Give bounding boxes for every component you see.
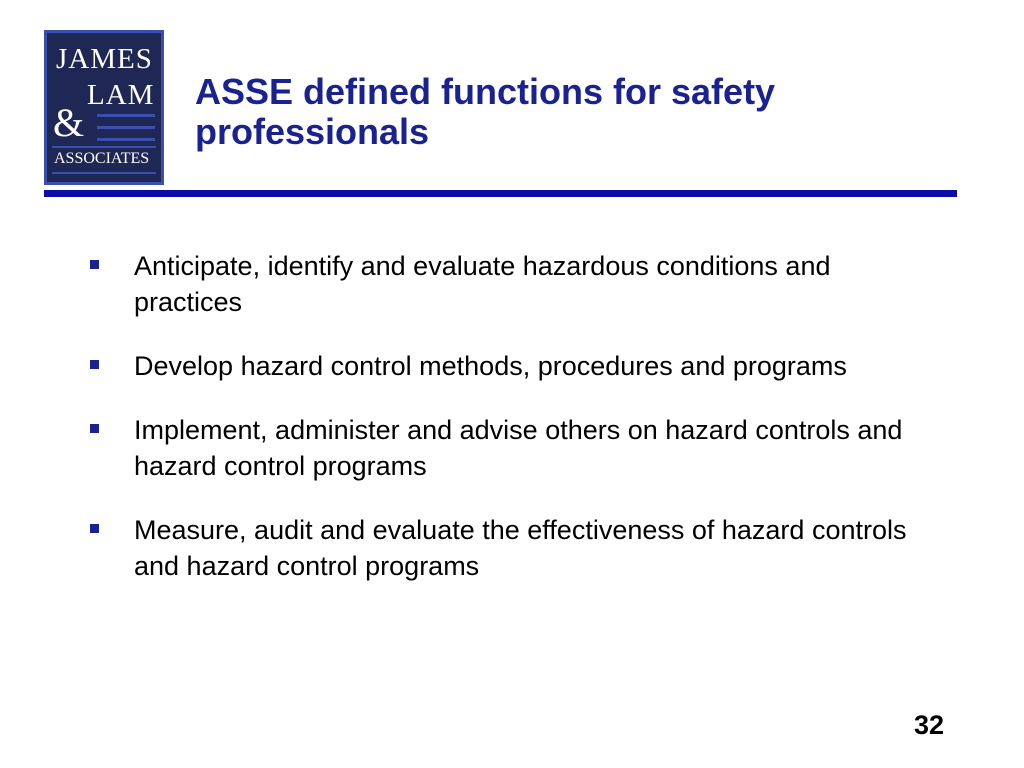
square-bullet-icon [90,524,99,533]
bullet-text: Measure, audit and evaluate the effectiveness of hazard controls and hazard control programs [134,515,907,581]
logo-divider [52,146,156,148]
bullet-item [88,248,908,320]
logo-text-lam: LAM [87,79,155,111]
bullet-item [88,412,908,484]
bullet-text: Implement, administer and advise others on hazard controls and hazard control programs [134,415,903,481]
page-number: 32 [913,710,944,740]
bullet-text: Anticipate, identify and evaluate hazardous conditions and practices [134,251,831,317]
logo-stripe [97,138,155,141]
logo-ampersand: & [53,100,85,145]
slide-title: ASSE defined functions for safety professionals [195,71,776,152]
bullet-item [88,348,908,384]
square-bullet-icon [90,360,99,369]
title-divider [44,190,957,197]
bullet-list [88,248,908,612]
logo-text-associates: ASSOCIATES [54,150,150,167]
logo-stripe [97,114,155,117]
logo-divider [52,172,156,174]
square-bullet-icon [90,424,99,433]
company-logo [44,30,164,185]
bullet-item [88,512,908,584]
logo-text-james: JAMES [56,43,153,75]
bullet-text: Develop hazard control methods, procedures and programs [134,351,847,381]
square-bullet-icon [90,260,99,269]
logo-stripe [97,126,155,129]
